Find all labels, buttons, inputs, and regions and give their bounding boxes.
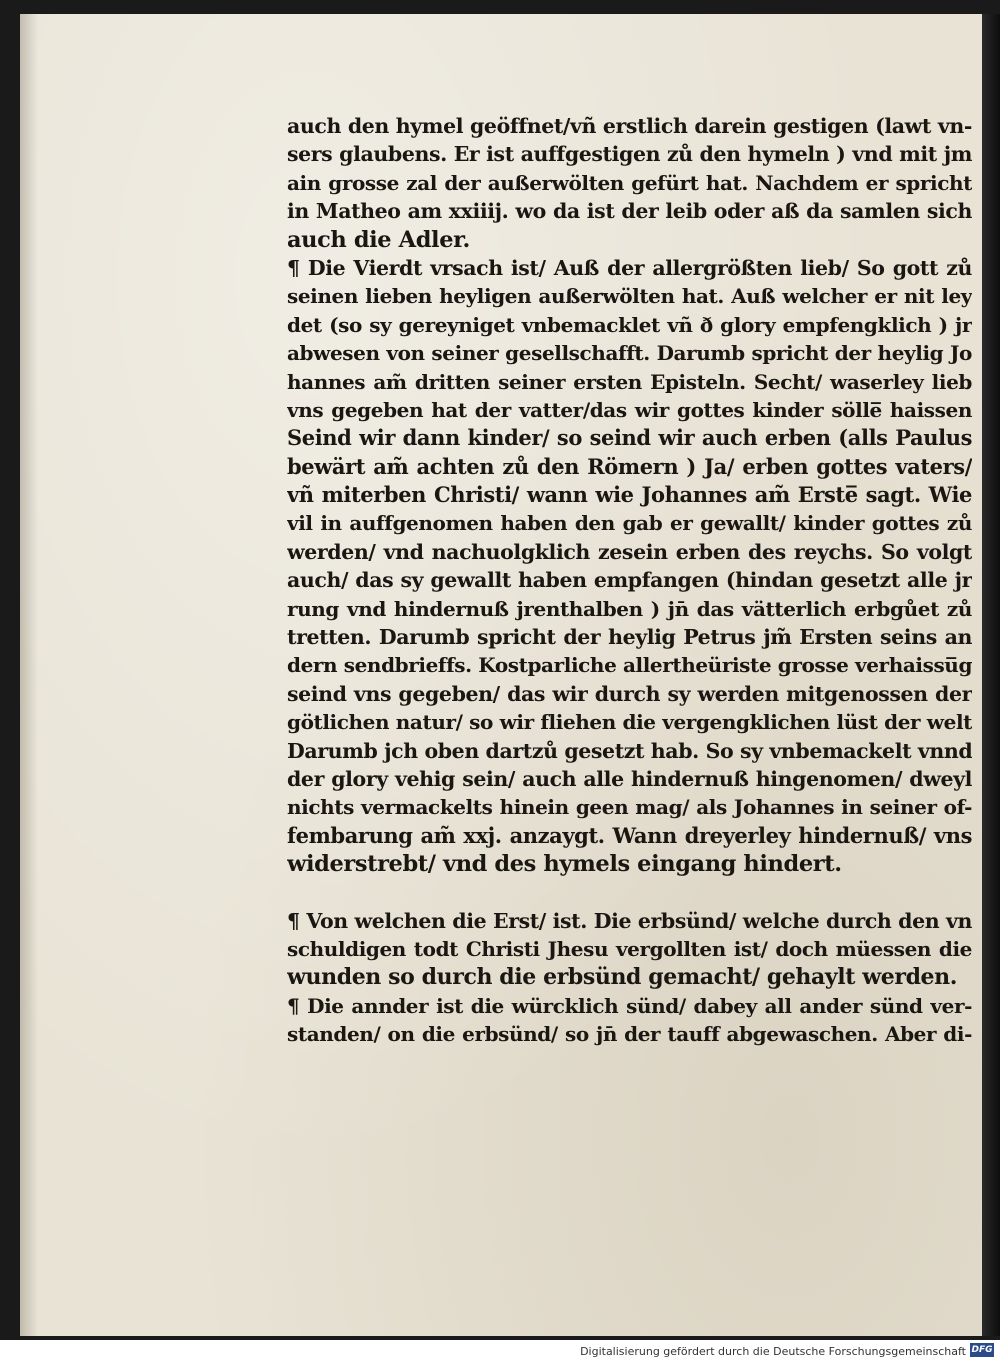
text-line: seind vns gegeben/ das wir durch sy werden mitgenossen der (287, 681, 972, 706)
text-line: widerstrebt/ vnd des hymels eingang hindert. (287, 851, 842, 878)
text-line: seinen lieben heyligen außerwölten hat. Auß welcher er nit ley (287, 284, 972, 309)
text-line: det (so sy gereyniget vnbemacklet vñ ð glory empfengklich ) jr (287, 312, 972, 337)
text-line: sers glaubens. Er ist auffgestigen zů den hymeln ) vnd mit jm (287, 142, 972, 167)
text-line: bewärt am̃ achten zů den Römern ) Ja/ erben gottes vaters/ (287, 453, 972, 479)
paragraph-1 (287, 112, 972, 254)
text-line: abwesen von seiner gesellschafft. Darumb spricht der heylig Jo (287, 341, 972, 366)
text-line: schuldigen todt Christi Jhesu vergollten ist/ doch müessen die (287, 936, 972, 961)
funding-credit: Digitalisierung gefördert durch die Deutsche Forschungsgemeinschaft (580, 1345, 966, 1358)
text-line: nichts vermackelts hinein geen mag/ als Johannes in seiner of- (287, 795, 972, 820)
text-line: ¶ Die annder ist die würcklich sünd/ dabey all ander sünd ver- (287, 993, 972, 1018)
text-line: vns gegeben hat der vatter/das wir gottes kinder sölle̅ haissen (287, 397, 972, 422)
text-line: auch/ das sy gewallt haben empfangen (hindan gesetzt alle jr (287, 568, 972, 593)
text-line: der glory vehig sein/ auch alle hindernuß hingenomen/ dweyl (287, 766, 972, 791)
text-line: ¶ Von welchen die Erst/ ist. Die erbsünd/ welche durch den vn (287, 908, 972, 933)
text-line: rung vnd hindernuß jrenthalben ) jn̄ das vätterlich erbgůet zů (287, 596, 972, 621)
text-line: auch die Adler. (287, 226, 470, 253)
text-line: wunden so durch die erbsünd gemacht/ gehaylt werden. (287, 964, 957, 991)
text-line: ¶ Die Vierdt vrsach ist/ Auß der allergrößten lieb/ So gott zů (287, 255, 972, 280)
text-line: ain grosse zal der außerwölten gefürt hat. Nachdem er spricht (287, 170, 972, 195)
text-line: fembarung am̃ xxj. anzaygt. Wann dreyerley hindernuß/ vns (287, 822, 972, 848)
paragraph-4 (287, 992, 972, 1049)
text-line: vñ miterben Christi/ wann wie Johannes am̃ Erste̅ sagt. Wie (287, 482, 972, 508)
text-line: in Matheo am xxiiij. wo da ist der leib oder aß da samlen sich (287, 199, 972, 224)
dfg-logo-icon: DFG (971, 1345, 993, 1355)
text-line: götlichen natur/ so wir fliehen die vergengklichen lüst der welt (287, 710, 972, 735)
text-line: tretten. Darumb spricht der heylig Petrus jm̃ Ersten seins an (287, 625, 972, 650)
paragraph-3 (287, 907, 972, 992)
text-line: auch den hymel geöffnet/vñ erstlich darein gestigen (lawt vn- (287, 114, 972, 138)
paragraph-spacer (287, 879, 972, 907)
page-text (287, 112, 972, 1049)
text-line: vil in auffgenomen haben den gab er gewallt/ kinder gottes zů (287, 511, 972, 536)
text-line: dern sendbrieffs. Kostparliche allertheüriste grosse verhaissu̅g (287, 653, 972, 678)
text-line: werden/ vnd nachuolgklich zesein erben des reychs. So volgt (287, 539, 972, 564)
page-gutter-shadow (20, 14, 38, 1336)
paragraph-2 (287, 254, 972, 879)
text-line: Seind wir dann kinder/ so seind wir auch erben (alls Paulus (287, 425, 972, 451)
page-edge (982, 14, 1000, 1336)
text-line: Darumb jch oben dartzů gesetzt hab. So sy vnbemackelt vnnd (287, 738, 972, 763)
text-line: standen/ on die erbsünd/ so jn̄ der tauff abgewaschen. Aber di- (287, 1022, 972, 1047)
text-line: hannes am̃ dritten seiner ersten Episteln. Secht/ waserley lieb (287, 369, 972, 394)
